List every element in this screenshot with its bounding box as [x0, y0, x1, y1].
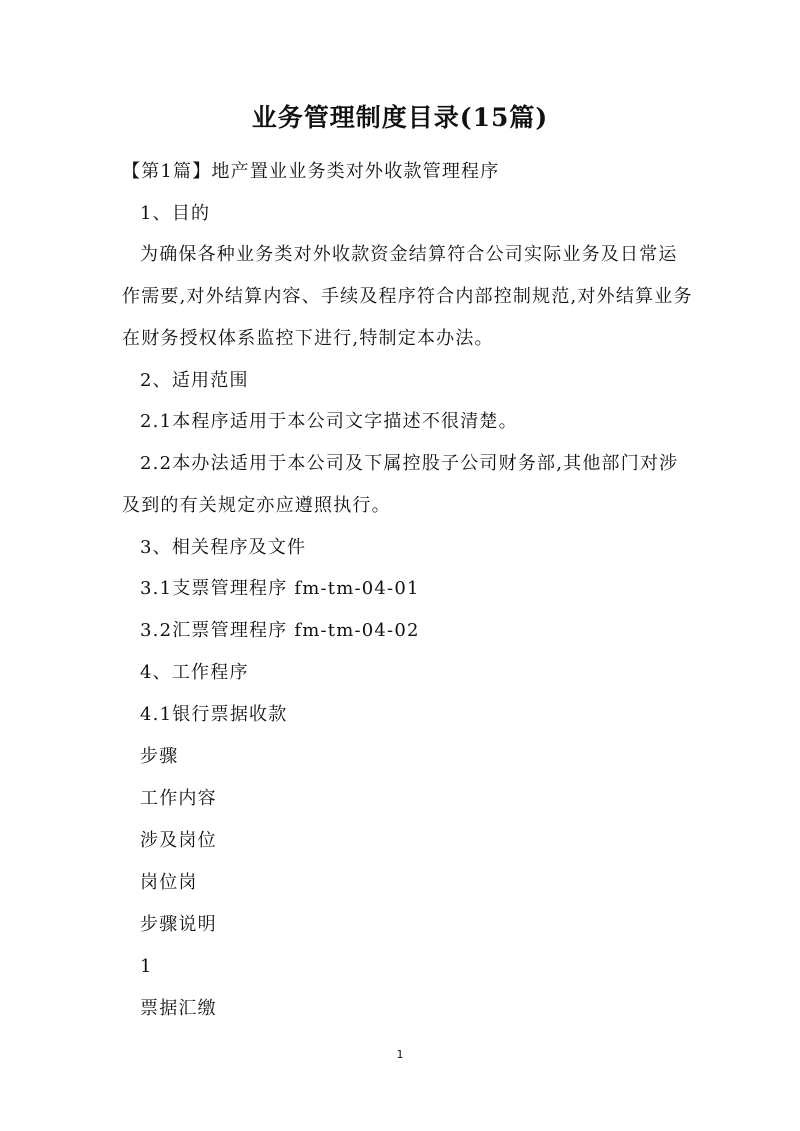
paragraph-line: 步骤 [140, 746, 179, 767]
paragraph-line: 及到的有关规定亦应遵照执行。 [122, 495, 391, 516]
paragraph-line: 3.1支票管理程序 fm-tm-04-01 [140, 578, 420, 599]
section-heading: 【第1篇】地产置业业务类对外收款管理程序 [122, 161, 500, 182]
paragraph-line: 涉及岗位 [140, 830, 217, 851]
paragraph-line: 票据汇缴 [140, 998, 217, 1019]
paragraph-line: 2.1本程序适用于本公司文字描述不很清楚。 [140, 411, 518, 432]
paragraph-line: 2.2本办法适用于本公司及下属控股子公司财务部,其他部门对涉 [140, 453, 679, 474]
paragraph-line: 岗位岗 [140, 872, 198, 893]
paragraph-line: 步骤说明 [140, 914, 217, 935]
paragraph-line: 在财务授权体系监控下进行,特制定本办法。 [122, 328, 494, 349]
paragraph-line: 3.2汇票管理程序 fm-tm-04-02 [140, 620, 420, 641]
paragraph-line: 3、相关程序及文件 [140, 537, 307, 558]
paragraph-line: 为确保各种业务类对外收款资金结算符合公司实际业务及日常运 [140, 244, 678, 265]
paragraph-line: 4、工作程序 [140, 662, 249, 683]
paragraph-line: 4.1银行票据收款 [140, 704, 288, 725]
paragraph-line: 工作内容 [140, 788, 217, 809]
page-number: 1 [396, 1048, 404, 1061]
paragraph-line: 1 [140, 956, 153, 977]
paragraph-line: 作需要,对外结算内容、手续及程序符合内部控制规范,对外结算业务 [122, 286, 693, 307]
paragraph-line: 1、目的 [140, 203, 211, 224]
paragraph-line: 2、适用范围 [140, 370, 249, 391]
page-title: 业务管理制度目录(15篇) [251, 103, 549, 132]
